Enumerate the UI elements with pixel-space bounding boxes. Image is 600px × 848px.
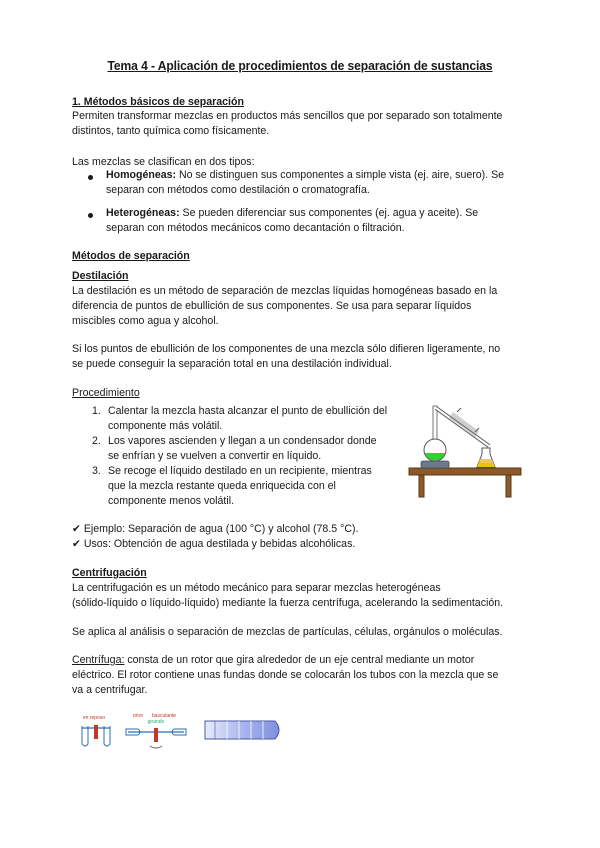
- rotor-label: rotor: [132, 713, 144, 719]
- procedure-heading: Procedimiento: [72, 387, 140, 399]
- destilacion-p1-line2: diferencia de puntos de ebullición de sus componentes. Se usa para separar líquidos: [72, 300, 472, 312]
- destilacion-p2-line2: se puede conseguir la separación total en una destilación individual.: [72, 358, 392, 370]
- girando-label: girando: [147, 719, 165, 725]
- bullet-dot: [88, 175, 93, 180]
- step-2-line1: Los vapores ascienden y llegan a un condensador donde: [108, 435, 377, 447]
- step-3-line2: que la mezcla restante queda enriquecida con el: [108, 480, 336, 492]
- homogeneas-item: [106, 168, 546, 184]
- distillation-apparatus-illustration: [405, 398, 525, 498]
- basculante-label: basculante: [151, 713, 177, 719]
- homogeneas-label: Homogéneas:: [106, 169, 177, 181]
- uses-text: ✔ Usos: Obtención de agua destilada y bebidas alcohólicas.: [72, 538, 356, 550]
- heterogeneas-label: Heterogéneas:: [106, 207, 180, 219]
- centrifugacion-p2: Se aplica al análisis o separación de mezclas de partículas, células, orgánulos o moléculas.: [72, 626, 503, 638]
- step-number: 2.: [92, 435, 101, 447]
- heterogeneas-line1: Se pueden diferenciar sus componentes (ej. agua y aceite). Se: [179, 207, 479, 219]
- centrifuga-line1: consta de un rotor que gira alrededor de un eje central mediante un motor: [124, 654, 475, 666]
- destilacion-heading: Destilación: [72, 270, 129, 282]
- centrifugacion-p1-line1: La centrifugación es un método mecánico para separar mezclas heterogéneas: [72, 582, 441, 594]
- step-1-line2: componente más volátil.: [108, 420, 223, 432]
- en-reposo-label: en reposo: [82, 715, 106, 721]
- homogeneas-line1: No se distinguen sus componentes a simple vista (ej. aire, suero). Se: [176, 169, 505, 181]
- centrifuga-line2: eléctrico. El rotor contiene unas fundas donde se colocarán los tubos con la mezcla que se: [72, 669, 499, 681]
- destilacion-p2-line1: Si los puntos de ebullición de los componentes de una mezcla sólo difieren ligeramente, no: [72, 343, 501, 355]
- centrifugacion-p1-line2: (sólido-líquido o líquido-líquido) mediante la fuerza centrífuga, acelerando la sedimentación.: [72, 597, 504, 609]
- centrifuge-rotor-diagram: [76, 712, 196, 752]
- step-2-line2: se enfrían y se vuelven a convertir en líquido.: [108, 450, 322, 462]
- section1-intro-line2: distintos, tanto química como físicamente.: [72, 125, 270, 137]
- section1-heading: 1. Métodos básicos de separación: [72, 96, 244, 108]
- heterogeneas-item: [106, 206, 546, 222]
- classify-text: Las mezclas se clasifican en dos tipos:: [72, 156, 255, 168]
- step-number: 1.: [92, 405, 101, 417]
- destilacion-p1-line3: miscibles como agua y alcohol.: [72, 315, 219, 327]
- centrifuga-label: Centrífuga:: [72, 654, 125, 666]
- step-number: 3.: [92, 465, 101, 477]
- centrifugacion-heading: Centrifugación: [72, 567, 147, 579]
- homogeneas-line2: separan con métodos como destilación o cromatografía.: [106, 184, 370, 196]
- heterogeneas-line2: separan con métodos mecánicos como decantación o filtración.: [106, 222, 405, 234]
- bullet-dot: [88, 213, 93, 218]
- centrifuge-tube-gradient: [203, 719, 285, 741]
- centrifuga-line3: va a centrifugar.: [72, 684, 148, 696]
- centrifuga-paragraph: [72, 653, 542, 669]
- section1-intro-line1: Permiten transformar mezclas en productos más sencillos que por separado son totalmente: [72, 110, 503, 122]
- methods-heading: Métodos de separación: [72, 250, 190, 262]
- example-text: ✔ Ejemplo: Separación de agua (100 °C) y alcohol (78.5 °C).: [72, 523, 359, 535]
- step-1-line1: Calentar la mezcla hasta alcanzar el punto de ebullición del: [108, 405, 388, 417]
- step-3-line3: componente menos volátil.: [108, 495, 235, 507]
- destilacion-p1-line1: La destilación es un método de separación de mezclas líquidas homogéneas basado en la: [72, 285, 498, 297]
- step-3-line1: Se recoge el líquido destilado en un recipiente, mientras: [108, 465, 372, 477]
- page-title: Tema 4 - Aplicación de procedimientos de separación de sustancias: [107, 58, 493, 73]
